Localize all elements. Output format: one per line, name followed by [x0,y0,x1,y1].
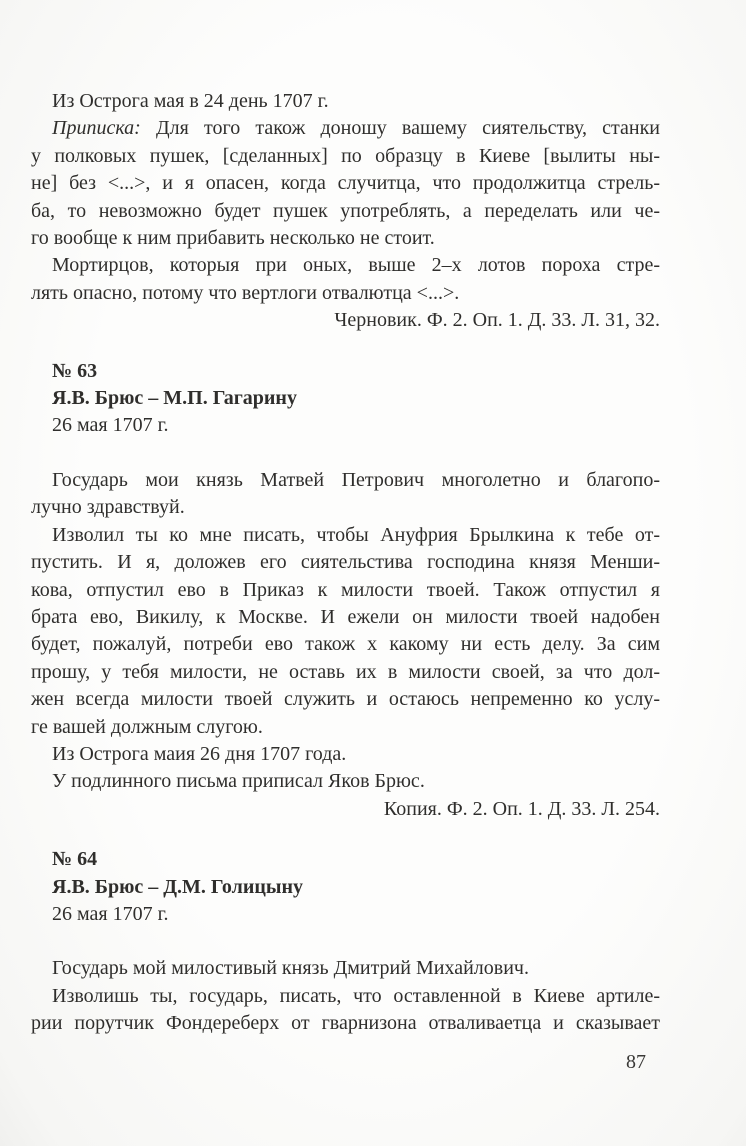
paragraph [31,467,660,522]
text-line [31,115,660,142]
text-line: рии порутчик Фондереберх от гварнизона отваливаетца и сказывает [31,1012,660,1035]
text-line: Мортирцов, которыя при оных, выше 2–х лотов пороха стре- [52,254,660,277]
letter-title: Я.В. Брюс – Д.М. Голицыну [52,875,304,898]
letter-number: № 63 [52,359,98,382]
text-line: Изволил ты ко мне писать, чтобы Ануфрия Брылкина к тебе от- [52,523,660,546]
postscript-lead: Приписка: [52,117,141,140]
text-line: будет, пожалуй, потреби ево також х какому ни есть делу. За сим [31,633,660,656]
attestation-line: У подлинного письма приписал Яков Брюс. [52,770,425,793]
letter-64-body [31,955,660,1037]
text-line: не] без <...>, и я опасен, когда случитца, что продолжитца стрель- [31,172,660,195]
text-line: прошу, у тебя милости, не оставь их в милости своей, за что дол- [31,660,660,683]
text-line: ба, то невозможно будет пушек употреблять, а переделать или че- [31,199,660,222]
text-line: го вообще к ним прибавить несколько не стоит. [31,227,435,250]
text-line: жен всегда милости твоей служить и остаюсь непременно ко услу- [31,688,660,711]
letter-number: № 64 [52,848,98,871]
letter-63-body [31,467,660,823]
paragraph [31,983,660,1038]
archive-reference-copy: Копия. Ф. 2. Оп. 1. Д. 33. Л. 254. [383,797,660,820]
text-line: Государь мой милостивый князь Дмитрий Михайлович. [52,957,529,980]
text-line: лучно здравствуй. [31,496,185,519]
text-line: Изволишь ты, государь, писать, что оставленной в Киеве артиле- [52,984,660,1007]
text-line: Государь мои князь Матвей Петрович многолетно и благопо- [52,468,660,491]
page-number: 87 [626,1051,646,1073]
text-line: кова, отпустил ево в Приказ к милости твоей. Також отпустил я [31,578,660,601]
postscript-first-line-rest: Для того також доношу вашему сиятельству, станки [156,117,661,140]
previous-letter-end [31,88,660,335]
letter-63-section [31,358,660,824]
letter-date: 26 мая 1707 г. [52,902,169,925]
letter-title: Я.В. Брюс – М.П. Гагарину [52,387,297,410]
mortar-paragraph [31,252,660,307]
letter-64-section [31,846,660,1037]
archive-reference-draft: Черновик. Ф. 2. Оп. 1. Д. 33. Л. 31, 32. [334,309,660,332]
postscript-paragraph [31,115,660,252]
paragraph [31,522,660,741]
dateline: Из Острога маия 26 дня 1707 года. [52,742,347,765]
text-line: лять опасно, потому что вертлоги отвалютца <...>. [31,281,460,304]
text-line: пустить. И я, доложев его сиятельстива господина князя Менши- [31,551,660,574]
paragraph [31,955,660,982]
text-line: ге вашей должным слугою. [31,715,263,738]
dateline: Из Острога мая в 24 день 1707 г. [52,90,329,112]
letter-date: 26 мая 1707 г. [52,414,169,437]
text-line: у полковых пушек, [сделанных] по образцу в Киеве [вылиты ны- [31,144,660,167]
text-line: брата ево, Викилу, к Москве. И ежели он милости твоей надобен [31,605,660,628]
text-block [31,88,660,1038]
